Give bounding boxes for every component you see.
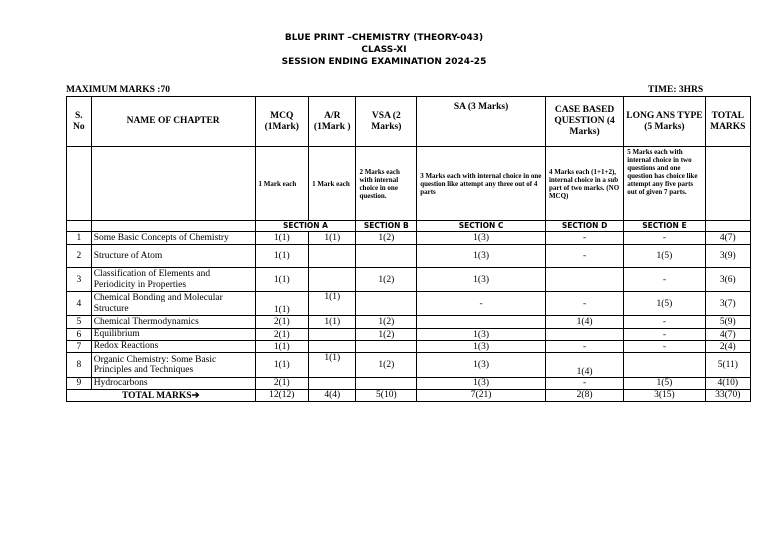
row-long: 1(5) bbox=[624, 292, 705, 316]
table-row bbox=[67, 378, 751, 390]
row-total: 3(6) bbox=[705, 268, 750, 292]
row-case: 1(4) bbox=[545, 316, 623, 329]
row-chapter: Hydrocarbons bbox=[91, 378, 255, 390]
table-row bbox=[67, 232, 751, 245]
col-long: LONG ANS TYPE (5 Marks) bbox=[624, 97, 705, 147]
row-case: - bbox=[545, 292, 623, 316]
row-chapter: Redox Reactions bbox=[91, 341, 255, 353]
row-mcq: 1(1) bbox=[255, 268, 309, 292]
total-long: 3(15) bbox=[624, 389, 705, 401]
row-mcq: 1(1) bbox=[255, 353, 309, 378]
col-case: CASE BASED QUESTION (4 Marks) bbox=[545, 97, 623, 147]
row-total: 3(7) bbox=[705, 292, 750, 316]
row-vsa bbox=[356, 378, 417, 390]
row-ar bbox=[309, 378, 356, 390]
row-sno: 4 bbox=[67, 292, 92, 316]
total-total: 33(70) bbox=[705, 389, 750, 401]
row-case bbox=[545, 329, 623, 341]
row-chapter: Organic Chemistry: Some Basic Principles and Techniques bbox=[91, 353, 255, 378]
row-ar bbox=[309, 329, 356, 341]
row-case: 1(4) bbox=[545, 353, 623, 378]
row-mcq: 2(1) bbox=[255, 378, 309, 390]
row-total: 3(9) bbox=[705, 245, 750, 268]
row-sa: 1(3) bbox=[417, 232, 546, 245]
col-sno: S. No bbox=[67, 97, 92, 147]
section-row bbox=[67, 221, 751, 232]
row-sno: 7 bbox=[67, 341, 92, 353]
row-ar: 1(1) bbox=[309, 292, 356, 316]
row-chapter: Chemical Bonding and Molecular Structure bbox=[91, 292, 255, 316]
exam-time: TIME: 3HRS bbox=[648, 85, 704, 95]
row-mcq: 1(1) bbox=[255, 245, 309, 268]
row-mcq: 2(1) bbox=[255, 329, 309, 341]
row-long: - bbox=[624, 316, 705, 329]
row-vsa bbox=[356, 292, 417, 316]
row-vsa bbox=[356, 341, 417, 353]
row-vsa: 1(2) bbox=[356, 268, 417, 292]
row-sa: 1(3) bbox=[417, 245, 546, 268]
desc-mcq: 1 Mark each bbox=[255, 147, 309, 221]
row-long: - bbox=[624, 329, 705, 341]
desc-ar: 1 Mark each bbox=[309, 147, 356, 221]
total-label-cell bbox=[67, 389, 256, 401]
row-vsa bbox=[356, 245, 417, 268]
document-title bbox=[0, 32, 768, 68]
row-long: - bbox=[624, 232, 705, 245]
row-sa bbox=[417, 316, 546, 329]
col-vsa: VSA (2 Marks) bbox=[356, 97, 417, 147]
row-vsa: 1(2) bbox=[356, 316, 417, 329]
col-mcq: MCQ (1Mark) bbox=[255, 97, 309, 147]
desc-vsa: 2 Marks each with internal choice in one question. bbox=[356, 147, 417, 221]
row-sno: 9 bbox=[67, 378, 92, 390]
desc-case: 4 Marks each (1+1+2), internal choice in a sub part of two marks. (NO MCQ) bbox=[545, 147, 623, 221]
row-vsa: 1(2) bbox=[356, 329, 417, 341]
blueprint-table bbox=[66, 96, 751, 402]
row-ar: 1(1) bbox=[309, 316, 356, 329]
total-label: TOTAL MARKS bbox=[121, 390, 192, 401]
row-sa: 1(3) bbox=[417, 268, 546, 292]
row-mcq: 1(1) bbox=[255, 341, 309, 353]
row-chapter: Structure of Atom bbox=[91, 245, 255, 268]
title-line-3: SESSION ENDING EXAMINATION 2024-25 bbox=[281, 57, 487, 67]
total-case: 2(8) bbox=[545, 389, 623, 401]
row-chapter: Equilibrium bbox=[91, 329, 255, 341]
section-b: SECTION B bbox=[356, 221, 417, 232]
row-total: 5(11) bbox=[705, 353, 750, 378]
row-sa: 1(3) bbox=[417, 341, 546, 353]
row-sno: 8 bbox=[67, 353, 92, 378]
row-ar: 1(1) bbox=[309, 353, 356, 378]
table-row bbox=[67, 316, 751, 329]
maximum-marks: MAXIMUM MARKS :70 bbox=[66, 85, 170, 95]
row-long: - bbox=[624, 341, 705, 353]
row-case: - bbox=[545, 378, 623, 390]
col-total: TOTAL MARKS bbox=[705, 97, 750, 147]
row-total: 4(10) bbox=[705, 378, 750, 390]
table-row bbox=[67, 329, 751, 341]
row-sa: 1(3) bbox=[417, 329, 546, 341]
row-chapter: Some Basic Concepts of Chemistry bbox=[91, 232, 255, 245]
row-sno: 6 bbox=[67, 329, 92, 341]
header-row bbox=[67, 97, 751, 147]
row-sno: 3 bbox=[67, 268, 92, 292]
row-sa: - bbox=[417, 292, 546, 316]
row-long: 1(5) bbox=[624, 245, 705, 268]
total-row bbox=[67, 389, 751, 401]
description-row bbox=[67, 147, 751, 221]
row-ar bbox=[309, 341, 356, 353]
section-e: SECTION E bbox=[624, 221, 705, 232]
row-chapter: Classification of Elements and Periodicity in Properties bbox=[91, 268, 255, 292]
row-total: 2(4) bbox=[705, 341, 750, 353]
row-total: 4(7) bbox=[705, 232, 750, 245]
row-mcq: 1(1) bbox=[255, 232, 309, 245]
col-chapter: NAME OF CHAPTER bbox=[91, 97, 255, 147]
row-chapter: Chemical Thermodynamics bbox=[91, 316, 255, 329]
table-row bbox=[67, 353, 751, 378]
row-vsa: 1(2) bbox=[356, 232, 417, 245]
row-case: - bbox=[545, 341, 623, 353]
table-row bbox=[67, 268, 751, 292]
row-long: 1(5) bbox=[624, 378, 705, 390]
arrow-right-icon: ➔ bbox=[191, 390, 200, 401]
total-sa: 7(21) bbox=[417, 389, 546, 401]
row-sno: 5 bbox=[67, 316, 92, 329]
row-sa: 1(3) bbox=[417, 378, 546, 390]
row-ar bbox=[309, 245, 356, 268]
row-long: - bbox=[624, 268, 705, 292]
table-row bbox=[67, 292, 751, 316]
row-ar bbox=[309, 268, 356, 292]
row-long bbox=[624, 353, 705, 378]
title-line-2: CLASS-XI bbox=[361, 45, 407, 55]
section-c: SECTION C bbox=[417, 221, 546, 232]
row-total: 5(9) bbox=[705, 316, 750, 329]
row-case: - bbox=[545, 245, 623, 268]
total-ar: 4(4) bbox=[309, 389, 356, 401]
table-row bbox=[67, 341, 751, 353]
row-sno: 2 bbox=[67, 245, 92, 268]
title-line-1: BLUE PRINT –CHEMISTRY (THEORY-043) bbox=[284, 33, 484, 43]
row-case bbox=[545, 268, 623, 292]
desc-sa: 3 Marks each with internal choice in one question like attempt any three out of 4 parts bbox=[417, 147, 546, 221]
desc-long: 5 Marks each with internal choice in two questions and one question has choice like attempt any five parts out of given 7 parts. bbox=[624, 147, 705, 221]
row-mcq: 1(1) bbox=[255, 292, 309, 316]
total-vsa: 5(10) bbox=[356, 389, 417, 401]
col-ar: A/R (1Mark ) bbox=[309, 97, 356, 147]
col-sa: SA (3 Marks) bbox=[417, 97, 546, 147]
row-vsa: 1(2) bbox=[356, 353, 417, 378]
row-mcq: 2(1) bbox=[255, 316, 309, 329]
table-row bbox=[67, 245, 751, 268]
row-ar: 1(1) bbox=[309, 232, 356, 245]
row-total: 4(7) bbox=[705, 329, 750, 341]
section-a: SECTION A bbox=[255, 221, 356, 232]
row-sa: 1(3) bbox=[417, 353, 546, 378]
total-mcq: 12(12) bbox=[255, 389, 309, 401]
section-d: SECTION D bbox=[545, 221, 623, 232]
row-sno: 1 bbox=[67, 232, 92, 245]
row-case: - bbox=[545, 232, 623, 245]
